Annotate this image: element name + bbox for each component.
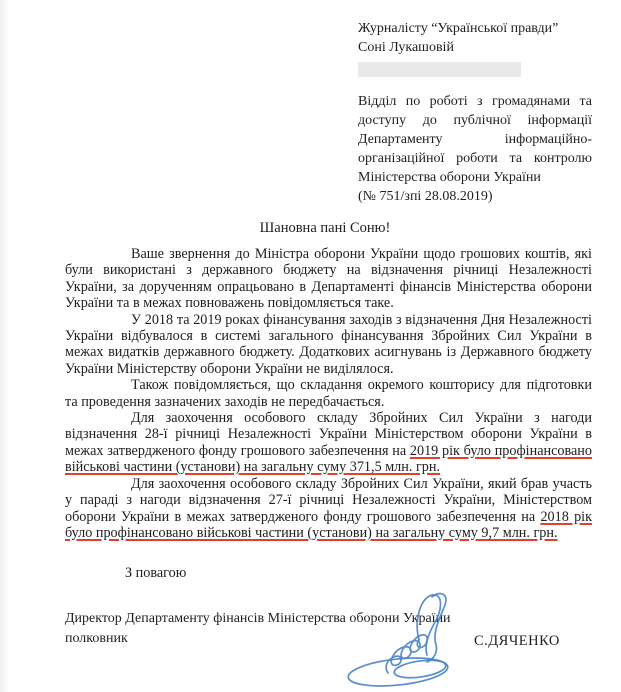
salutation: Шановна пані Соню!	[259, 220, 391, 236]
department-line: Міністерства оборони України	[358, 170, 541, 185]
paragraph-4-text: Для заохочення особового складу Збройних Сил України з нагоди відзначення 28-ї річниці Незалежності України Міністерством оборони України в межах затвердженого фонду грошового забезпечення на	[65, 410, 592, 459]
closing-phrase: З повагою	[125, 565, 187, 581]
paragraph-4-underlined-text: 2019 рік було профінансовано військові частини (установи) на загальну суму 371,5 млн. грн.	[65, 442, 592, 476]
department-line: організаційної роботи та контролю	[358, 151, 592, 166]
department-line: доступу до публічної інформації	[358, 113, 592, 128]
signer-name: С.ДЯЧЕНКО	[474, 633, 560, 649]
paragraph-2: У 2018 та 2019 роках фінансування заходів з відзначення Дня Незалежності України відбувалося в системі загального фінансування Збройних Сил України в межах видатків державного бюджету. Додаткових асигнувань із Державного бюджету України Міністерству оборони України не виділялося.	[65, 311, 592, 377]
paragraph-3: Також повідомляється, що складання окремого кошторису для підготовки та проведення зазначених заходів не передбачається.	[65, 377, 592, 410]
paragraph-1: Ваше звернення до Міністра оборони України щодо грошових коштів, які були використані з державного бюджету на відзначення річниці Незалежності України, за дорученням опрацьовано в Департаменті фінансів Міністерства оборони України та в межах повноважень повідомляється таке.	[65, 246, 592, 312]
addressee-name: Соні Лукашовій	[358, 40, 454, 55]
paragraph-4	[65, 410, 592, 476]
signer-title: Директор Департаменту фінансів Міністерства оборони України	[65, 611, 451, 626]
paragraph-5	[65, 476, 592, 542]
paragraph-5-text: Для заохочення особового складу Збройних Сил України, який брав участь у параді з нагоди відзначення 27-ї річниці Незалежності України, Міністерством оборони України в межах затвердженого фонду грошового забезпечення на	[65, 475, 592, 525]
paragraph-5-underlined-text: 2018 рік було профінансовано військові частини (установи) на загальну суму 9,7 млн. грн.	[65, 508, 592, 541]
department-block	[358, 92, 594, 206]
addressee-line: Журналісту “Української правди”	[358, 21, 559, 36]
department-line: Департаменту інформаційно-	[358, 132, 592, 147]
scan-edge-shadow	[0, 0, 9, 692]
department-line: Відділ по роботі з громадянами та	[358, 94, 592, 109]
redaction-bar	[358, 62, 521, 77]
signer-rank: полковник	[65, 631, 128, 646]
letter-body	[65, 246, 592, 541]
addressee-block	[358, 19, 594, 206]
reference-number: (№ 751/зпі 28.08.2019)	[358, 189, 493, 204]
handwritten-signature-icon	[344, 589, 484, 691]
